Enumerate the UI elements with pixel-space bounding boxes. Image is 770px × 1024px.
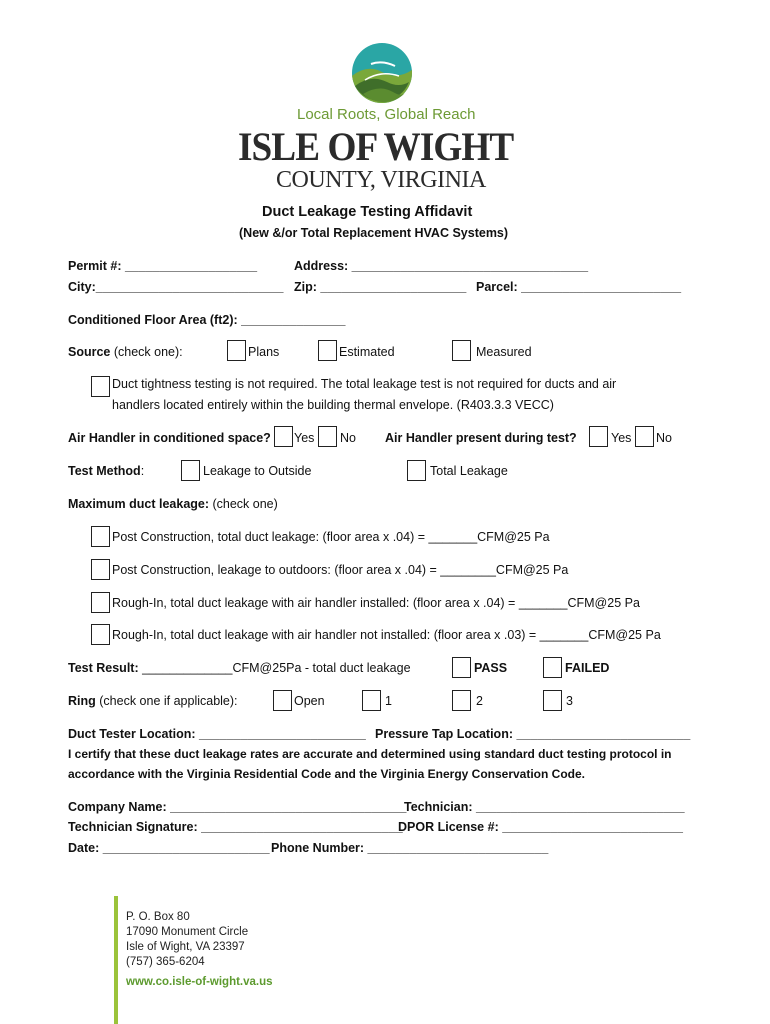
date-field[interactable]: Date: ________________________ xyxy=(68,841,270,855)
test-method-row-label xyxy=(68,464,144,478)
footer-po-box: P. O. Box 80 xyxy=(126,911,190,923)
logo-state-name: COUNTY, VIRGINIA xyxy=(276,167,486,193)
duct-tester-location-field[interactable]: Duct Tester Location: ________________________ xyxy=(68,727,366,741)
ah-present-label: Air Handler present during test? xyxy=(385,431,577,445)
parcel-field[interactable]: Parcel: _______________________ xyxy=(476,280,682,294)
source-measured-checkbox[interactable] xyxy=(452,340,471,361)
phone-number-field[interactable]: Phone Number: __________________________ xyxy=(271,841,549,855)
source-estimated-checkbox[interactable] xyxy=(318,340,337,361)
source-estimated-label: Estimated xyxy=(339,345,395,359)
source-plans-checkbox[interactable] xyxy=(227,340,246,361)
ring-2-label: 2 xyxy=(476,694,483,708)
ring-1-checkbox[interactable] xyxy=(362,690,381,711)
ring-open-checkbox[interactable] xyxy=(273,690,292,711)
source-measured-label: Measured xyxy=(476,345,532,359)
failed-label: FAILED xyxy=(565,661,610,675)
footer-divider xyxy=(114,896,118,1024)
total-leakage-label: Total Leakage xyxy=(430,464,508,478)
ah-conditioned-no-checkbox[interactable] xyxy=(318,426,337,447)
max-leak-option3-checkbox[interactable] xyxy=(91,592,110,613)
certification-line1: I certify that these duct leakage rates are accurate and determined using standard duct testing protocol in xyxy=(68,747,672,761)
ah-conditioned-yes-checkbox[interactable] xyxy=(274,426,293,447)
dpor-license-field[interactable]: DPOR License #: __________________________ xyxy=(398,820,683,834)
max-leak-row-label xyxy=(68,497,278,511)
pressure-tap-location-field[interactable]: Pressure Tap Location: _________________________ xyxy=(375,727,691,741)
test-method-label: Test Method xyxy=(68,464,141,478)
test-result-label: Test Result: xyxy=(68,661,139,675)
form-title: Duct Leakage Testing Affidavit xyxy=(262,204,473,220)
max-leak-option4-checkbox[interactable] xyxy=(91,624,110,645)
address-field[interactable]: Address: __________________________________ xyxy=(294,259,589,273)
max-leak-option4-label: Rough-In, total duct leakage with air handler not installed: (floor area x .03) = _______CFM@25 Pa xyxy=(112,628,661,642)
max-leak-option3-label: Rough-In, total duct leakage with air handler installed: (floor area x .04) = _______CFM@25 Pa xyxy=(112,596,640,610)
ring-label: Ring xyxy=(68,694,96,708)
ah-present-no-checkbox[interactable] xyxy=(635,426,654,447)
max-leak-option2-label: Post Construction, leakage to outdoors: (floor area x .04) = ________CFM@25 Pa xyxy=(112,563,569,577)
ring-1-label: 1 xyxy=(385,694,392,708)
source-plans-label: Plans xyxy=(248,345,280,359)
form-subtitle: (New &/or Total Replacement HVAC Systems) xyxy=(239,226,509,240)
not-required-line2: handlers located entirely within the building thermal envelope. (R403.3.3 VECC) xyxy=(112,398,554,412)
ah-present-yes-label: Yes xyxy=(611,431,632,445)
source-row-label xyxy=(68,345,183,359)
ah-conditioned-label: Air Handler in conditioned space? xyxy=(68,431,271,445)
ah-present-yes-checkbox[interactable] xyxy=(589,426,608,447)
logo-tagline: Local Roots, Global Reach xyxy=(297,106,476,123)
test-method-colon: : xyxy=(140,464,145,478)
max-leak-hint: (check one) xyxy=(209,497,278,511)
pass-label: PASS xyxy=(474,661,508,675)
test-result-value: _____________CFM@25Pa - total duct leakage xyxy=(138,661,411,675)
company-name-field[interactable]: Company Name: __________________________________ xyxy=(68,800,407,814)
permit-field[interactable]: Permit #: ___________________ xyxy=(68,259,258,273)
max-leak-option1-label: Post Construction, total duct leakage: (floor area x .04) = _______CFM@25 Pa xyxy=(112,530,550,544)
total-leakage-checkbox[interactable] xyxy=(407,460,426,481)
zip-field[interactable]: Zip: _____________________ xyxy=(294,280,467,294)
ring-open-label: Open xyxy=(294,694,325,708)
ring-3-checkbox[interactable] xyxy=(543,690,562,711)
source-hint: (check one): xyxy=(110,345,183,359)
floor-area-field[interactable]: Conditioned Floor Area (ft2): _______________ xyxy=(68,313,346,327)
ring-2-checkbox[interactable] xyxy=(452,690,471,711)
leak-outside-label: Leakage to Outside xyxy=(203,464,312,478)
source-label: Source xyxy=(68,345,111,359)
ah-conditioned-no-label: No xyxy=(340,431,356,445)
county-seal-icon xyxy=(351,42,413,104)
pass-checkbox[interactable] xyxy=(452,657,471,678)
certification-line2: accordance with the Virginia Residential Code and the Virginia Energy Conservation Code. xyxy=(68,767,586,781)
failed-checkbox[interactable] xyxy=(543,657,562,678)
ring-hint: (check one if applicable): xyxy=(95,694,238,708)
technician-signature-field[interactable]: Technician Signature: _____________________________ xyxy=(68,820,403,834)
technician-field[interactable]: Technician: ______________________________ xyxy=(404,800,685,814)
not-required-checkbox[interactable] xyxy=(91,376,110,397)
city-field[interactable]: City:___________________________ xyxy=(68,280,284,294)
not-required-line1: Duct tightness testing is not required. The total leakage test is not required for ducts and air xyxy=(112,377,617,391)
max-leak-option2-checkbox[interactable] xyxy=(91,559,110,580)
ring-row-label xyxy=(68,694,238,708)
leak-outside-checkbox[interactable] xyxy=(181,460,200,481)
max-leak-option1-checkbox[interactable] xyxy=(91,526,110,547)
footer-phone: (757) 365-6204 xyxy=(126,956,205,968)
ring-3-label: 3 xyxy=(566,694,573,708)
logo-county-name: ISLE OF WIGHT xyxy=(238,124,514,169)
max-leak-label: Maximum duct leakage: xyxy=(68,497,210,511)
test-result-row[interactable] xyxy=(68,661,411,675)
footer-city: Isle of Wight, VA 23397 xyxy=(126,941,245,953)
ah-conditioned-yes-label: Yes xyxy=(294,431,315,445)
ah-present-no-label: No xyxy=(656,431,672,445)
footer-website[interactable]: www.co.isle-of-wight.va.us xyxy=(126,976,273,988)
footer-street: 17090 Monument Circle xyxy=(126,926,249,938)
